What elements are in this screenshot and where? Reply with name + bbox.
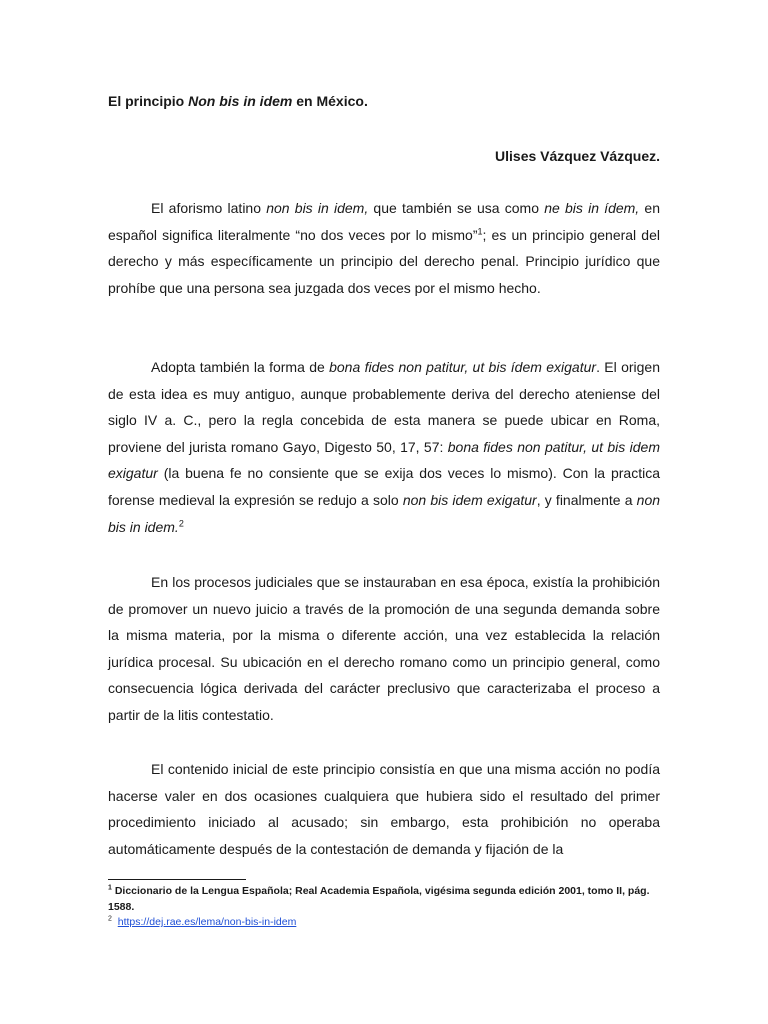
- title-suffix: en México.: [292, 93, 368, 109]
- footnotes: [108, 884, 668, 931]
- author-name: Ulises Vázquez Vázquez.: [495, 148, 660, 164]
- body-section-4: [108, 756, 660, 862]
- title-prefix: El principio: [108, 93, 189, 109]
- paragraph-4: El contenido inicial de este principio consistía en que una misma acción no podía hacerse valer en dos ocasiones cualquiera que hubiera sido el resultado del primer procedimiento iniciado al acusado; sin embargo, esta prohibición no operaba automáticamente después de la contestación de demanda y fijación de la: [108, 761, 660, 857]
- footnote-ref-1: 1: [477, 225, 483, 236]
- document-title: [108, 92, 368, 110]
- p1-text-4: ; es un principio general del derecho y más específicamente un principio del derecho penal. Principio jurídico que prohíbe que una persona sea juzgada dos veces por el mismo hecho.: [108, 226, 660, 296]
- p2-italic-1: bona fides non patitur, ut bis ídem exigatur: [329, 359, 597, 375]
- p2-text-3: (la buena fe no consiente que se exija dos veces lo mismo). Con la practica forense medieval la expresión se redujo a solo: [108, 465, 660, 508]
- title-italic: Non bis in idem: [188, 93, 293, 109]
- footnote-2-mark: 2: [108, 915, 112, 923]
- p1-italic-1: non bis in idem,: [266, 200, 369, 216]
- footnote-ref-2: 2: [178, 517, 184, 528]
- footnote-2-link[interactable]: https://dej.rae.es/lema/non-bis-in-idem: [117, 916, 297, 928]
- p2-italic-4: non bis in idem.: [108, 491, 661, 535]
- body-section-1: [108, 195, 660, 301]
- p1-text-3: en español significa literalmente “no dos veces por lo mismo”: [108, 200, 660, 243]
- p1-text-2: que también se usa como: [368, 200, 545, 216]
- footnote-1-mark: 1: [108, 884, 112, 892]
- footnote-1: [108, 884, 668, 915]
- footnote-2: [108, 915, 668, 931]
- p2-italic-3: non bis idem exigatur: [402, 491, 537, 508]
- footnote-separator: [108, 879, 246, 880]
- paragraph-2: [108, 354, 660, 540]
- p2-text-1: Adopta también la forma de: [151, 359, 330, 375]
- footnote-1-text: Diccionario de la Lengua Española; Real Academia Española, vigésima segunda edición 2001, tomo II, pág. 1588.: [108, 885, 650, 913]
- p1-text-1: El aforismo latino: [151, 200, 267, 216]
- p1-italic-2: ne bis in ídem,: [544, 200, 640, 216]
- p2-text-2: . El origen de esta idea es muy antiguo, aunque probablemente deriva del derecho ateniense del siglo IV a. C., pero la regla concebida de esta manera se puede ubicar en Roma, proviene del jurista romano Gayo, Digesto 50, 17, 57:: [108, 359, 660, 455]
- paragraph-3: En los procesos judiciales que se instauraban en esa época, existía la prohibición de promover un nuevo juicio a través de la promoción de una segunda demanda sobre la misma materia, por la misma o diferente acción, una vez establecida la relación jurídica procesal. Su ubicación en el derecho romano como un principio general, como consecuencia lógica derivada del carácter preclusivo que caracterizaba el proceso a partir de la litis contestatio.: [108, 574, 660, 723]
- body-section-2: [108, 354, 660, 540]
- paragraph-1: [108, 195, 660, 301]
- p2-text-4: , y finalmente a: [536, 491, 637, 508]
- p2-italic-2: bona fides non patitur, ut bis idem exigatur: [108, 438, 660, 482]
- body-section-3: [108, 569, 660, 729]
